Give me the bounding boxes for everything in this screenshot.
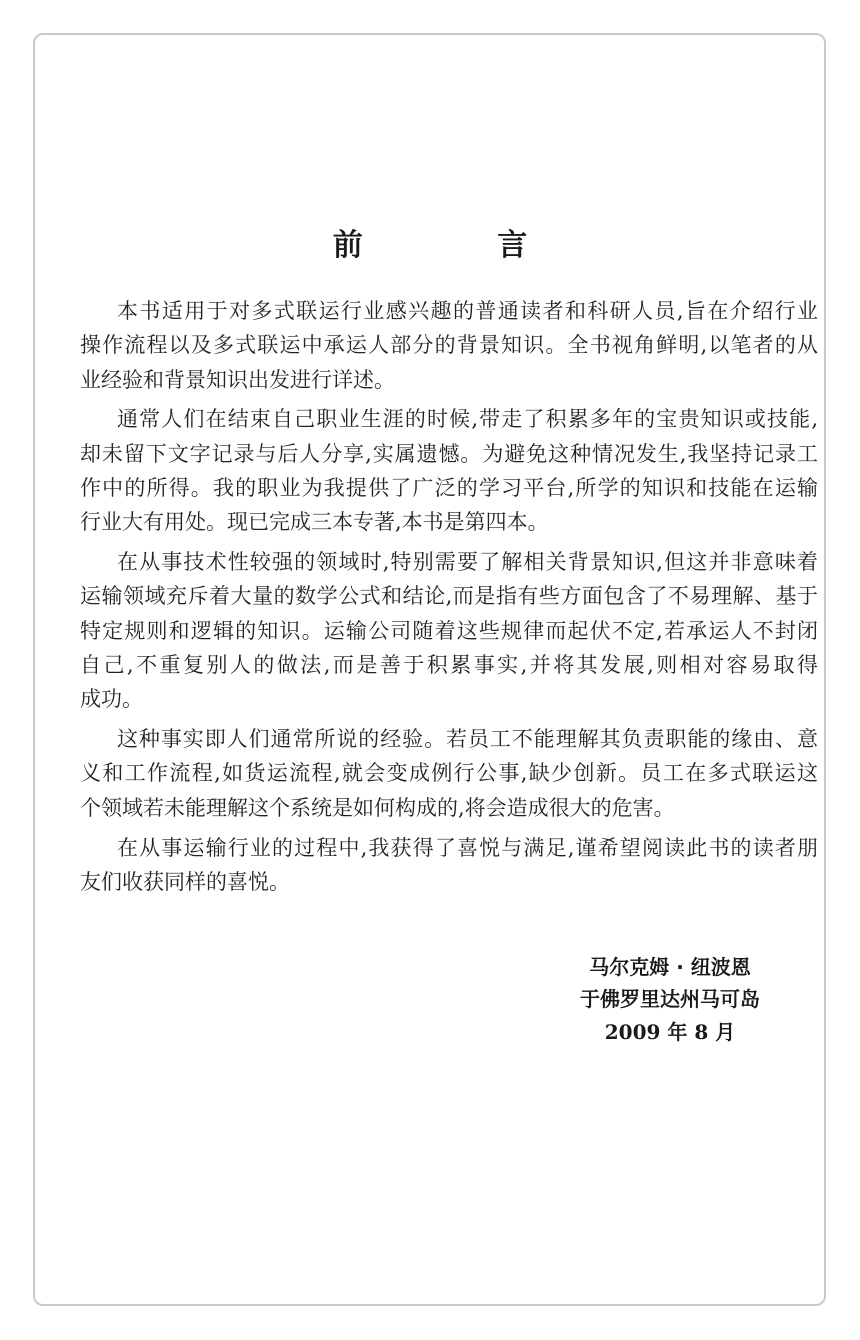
- signature-date: 2009 年 8 月: [604, 1020, 736, 1044]
- paragraph-line: 这种事实即人们通常所说的经验。若员工不能理解其负责职能的缘由、意: [117, 727, 818, 752]
- paragraph-line: 运输领域充斥着大量的数学公式和结论,而是指有些方面包含了不易理解、基于: [80, 584, 818, 609]
- paragraph-line: 义和工作流程,如货运流程,就会变成例行公事,缺少创新。员工在多式联运这: [80, 761, 818, 786]
- paragraph-line: 业经验和背景知识出发进行详述。: [80, 367, 395, 392]
- signature-place: 于佛罗里达州马可岛: [580, 987, 760, 1011]
- paragraph-line: 个领域若未能理解这个系统是如何构成的,将会造成很大的危害。: [80, 795, 675, 820]
- paragraph-line: 通常人们在结束自己职业生涯的时候,带走了积累多年的宝贵知识或技能,: [117, 407, 818, 432]
- paragraph-line: 在从事运输行业的过程中,我获得了喜悦与满足,谨希望阅读此书的读者朋: [117, 835, 818, 860]
- paragraph-line: 本书适用于对多式联运行业感兴趣的普通读者和科研人员,旨在介绍行业: [117, 299, 818, 323]
- author-name: 马尔克姆 · 纽波恩: [589, 955, 751, 979]
- paragraph-line: 操作流程以及多式联运中承运人部分的背景知识。全书视角鲜明,以笔者的从: [80, 333, 818, 358]
- paragraph-line: 在从事技术性较强的领域时,特别需要了解相关背景知识,但这并非意味着: [117, 550, 818, 575]
- paragraph-line: 自己,不重复别人的做法,而是善于积累事实,并将其发展,则相对容易取得: [80, 653, 818, 677]
- paragraph-line: 行业大有用处。现已完成三本专著,本书是第四本。: [80, 510, 549, 535]
- paragraph-line: 却未留下文字记录与后人分享,实属遗憾。为避免这种情况发生,我坚持记录工: [80, 441, 818, 466]
- paragraph-line: 作中的所得。我的职业为我提供了广泛的学习平台,所学的知识和技能在运输: [80, 476, 818, 500]
- page-title: 前 言: [332, 228, 590, 263]
- paragraph-line: 特定规则和逻辑的知识。运输公司随着这些规律而起伏不定,若承运人不封闭: [80, 618, 818, 643]
- paragraph-line: 成功。: [80, 687, 143, 712]
- paragraph-line: 友们收获同样的喜悦。: [80, 869, 290, 894]
